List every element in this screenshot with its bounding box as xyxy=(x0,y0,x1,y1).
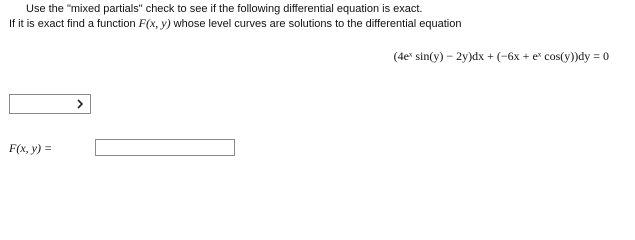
answer-label-text: F(x, y) = xyxy=(9,141,53,155)
instruction-line-2 xyxy=(9,16,461,31)
instruction-text-2b: whose level curves are solutions to the differential equation xyxy=(170,18,462,30)
instruction-text-1: Use the "mixed partials" check to see if the following differential equation is exact. xyxy=(26,3,423,15)
instruction-line-1 xyxy=(26,3,422,15)
exact-dropdown[interactable] xyxy=(9,94,91,114)
answer-label xyxy=(9,141,52,156)
instruction-text-2a: If it is exact find a function xyxy=(9,18,139,30)
chevron-down-icon xyxy=(76,99,84,109)
differential-equation: (4eˣ sin(y) − 2y)dx + (−6x + eˣ cos(y))dy = 0 xyxy=(393,49,609,63)
answer-input[interactable] xyxy=(95,139,235,156)
function-symbol: F(x, y) xyxy=(138,16,171,30)
